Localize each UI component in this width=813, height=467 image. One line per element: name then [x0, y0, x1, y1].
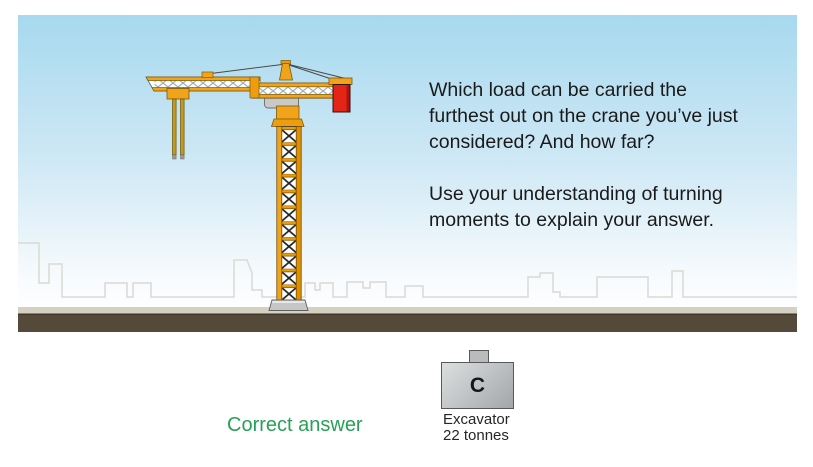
- crane-turntable: [272, 106, 305, 127]
- crane-base: [269, 300, 308, 311]
- load-name: Excavator: [443, 411, 510, 428]
- question-paragraph-2: Use your understanding of turning moments to explain your answer.: [429, 183, 723, 231]
- crane-jib: [146, 77, 260, 91]
- ground: [18, 307, 797, 332]
- crane-mast: [277, 127, 301, 301]
- load-weight: 22 tonnes: [443, 427, 509, 444]
- load-card-hook-tab: [469, 350, 489, 362]
- crane-scene: [18, 15, 797, 332]
- excavator-load-card[interactable]: [441, 350, 561, 444]
- question-text: [429, 77, 745, 259]
- correct-answer-label: Correct answer: [227, 414, 363, 436]
- load-letter: C: [469, 373, 486, 397]
- question-paragraph-1: Which load can be carried the furthest out on the crane you’ve just considered? And how far?: [429, 79, 738, 153]
- load-card-box[interactable]: [441, 362, 514, 409]
- load-caption: [443, 412, 561, 444]
- crane-apex: [280, 61, 293, 81]
